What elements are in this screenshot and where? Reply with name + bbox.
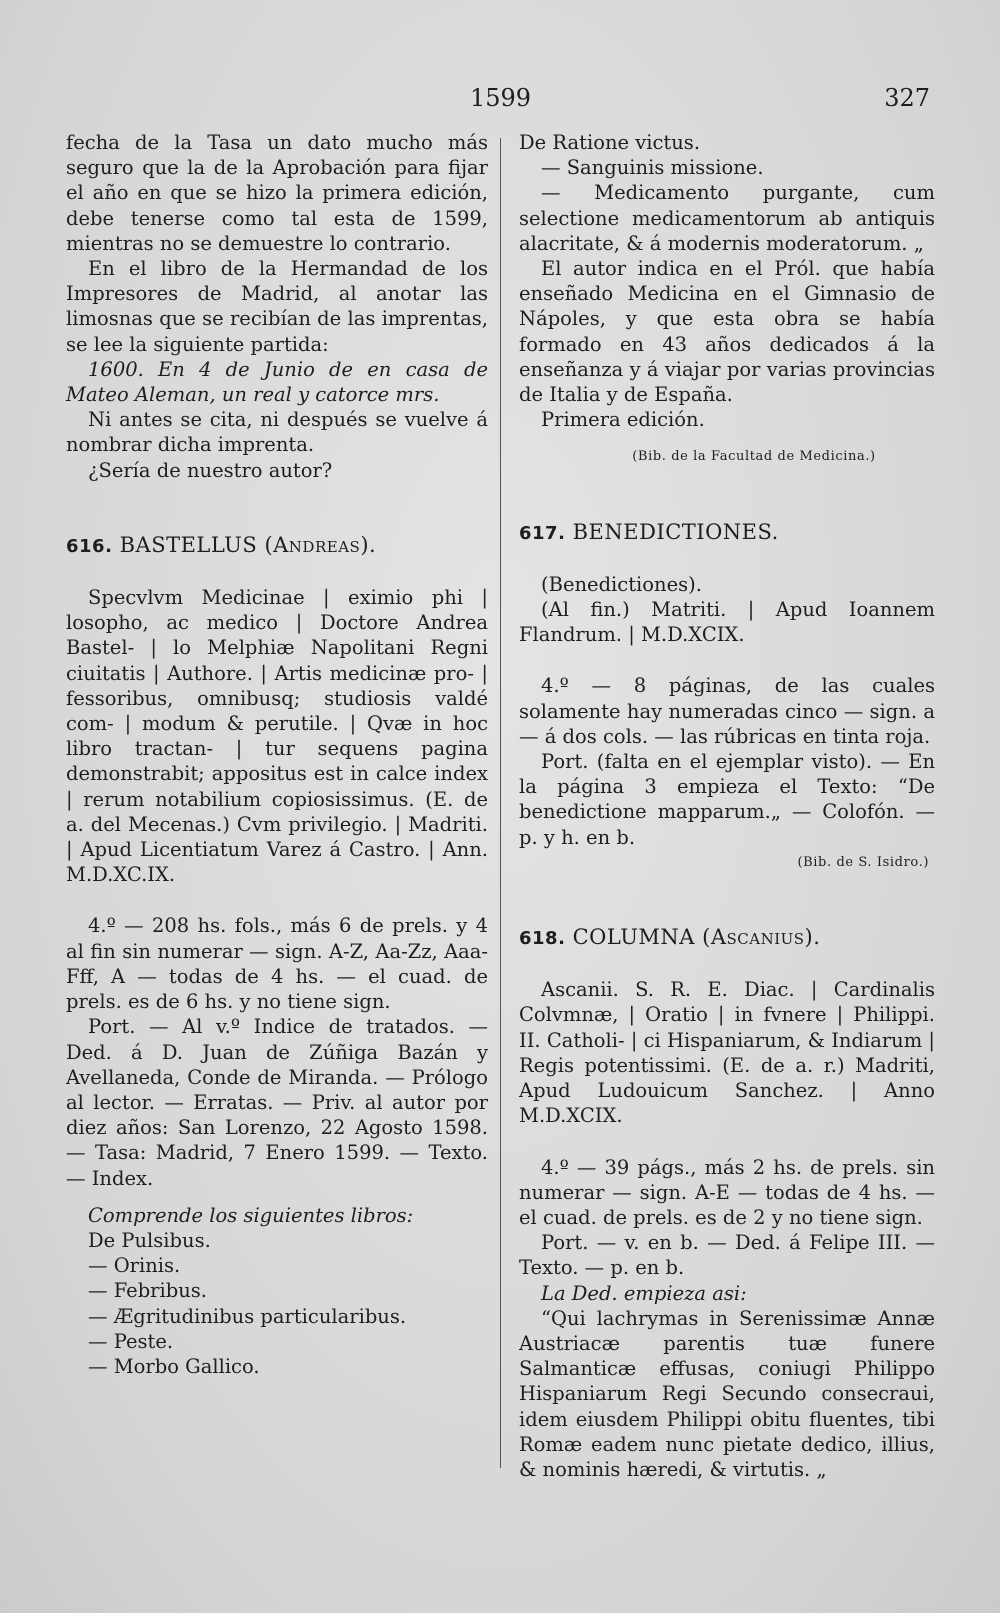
entry-title: (Al fin.) Matriti. | Apud Ioannem Flandrum. | M.D.XCIX. xyxy=(519,598,935,647)
list-item: — Sanguinis missione. xyxy=(541,156,764,180)
entry-heading-name: COLUMNA xyxy=(572,925,695,950)
continuation-paragraph-1: fecha de la Tasa un dato mucho más seguro que la de la Aprobación para fijar el año en que se hizo la primera edición, debe tenerse como tal esta de 1599, mientras no se demuestre lo contrario. xyxy=(66,131,488,255)
entry-description: 4.º — 8 páginas, de las cuales solamente hay numeradas cinco — sign. a — á dos cols. — las rúbricas en tinta roja. xyxy=(519,674,935,748)
books-list-continued xyxy=(519,130,935,180)
record-quote: 1600. En 4 de Junio de en casa de Mateo Aleman, un real y catorce mrs. xyxy=(66,357,488,407)
list-item: De Ratione victus. xyxy=(519,131,701,154)
entry-617 xyxy=(519,520,935,875)
dedication-text: “Qui lachrymas in Serenissimæ Annæ Austriacæ parentis tuæ funere Salmanticæ effusas, coniugi Philippo Hispaniarum Regi Secundo consecraui, idem eiusdem Philippi obitu fluentes, tibi Romæ eadem nunc pietate dedico, illius, & nominis hæredi, & virtutis. „ xyxy=(519,1306,935,1481)
list-item: — Febribus. xyxy=(88,1279,207,1303)
entry-616 xyxy=(66,533,488,1379)
entry-heading xyxy=(66,533,488,559)
list-item: — Ægritudinibus particularibus. xyxy=(88,1304,407,1328)
entry-heading-author: (Ascanius). xyxy=(702,925,821,950)
list-item: — Orinis. xyxy=(88,1254,181,1278)
library-source: (Bib. de S. Isidro.) xyxy=(797,854,929,870)
entry-contents: Port. — Al v.º Indice de tratados. — Ded. á D. Juan de Zúñiga Bazán y Avellaneda, Conde de Miranda. — Prólogo al lector. — Erratas. — Priv. al autor por diez años: San Lorenzo, 22 Agosto 1598. — Tasa: Madrid, 7 Enero 1599. — Texto. — Index. xyxy=(66,1015,488,1190)
entry-heading-name: BASTELLUS xyxy=(119,532,258,557)
entry-heading xyxy=(519,520,935,546)
edition-note: Primera edición. xyxy=(541,408,705,432)
author-note: El autor indica en el Pról. que había enseñado Medicina en el Gimnasio de Nápoles, y que esta obra se había formado en 43 años dedicados á la enseñanza y á viajar por varias provincias de Italia y de España. xyxy=(519,257,935,407)
entry-title: Ascanii. S. R. E. Diac. | Cardinalis Colvmnæ, | Oratio | in fvnere | Philippi. II. Catholi- | ci Hispaniarum, & Indiarum | Regis potentissimi. (E. de a. r.) Madriti, Apud Ludouicum Sanchez. | Anno M.D.XCIX. xyxy=(519,978,935,1128)
entry-description: 4.º — 39 págs., más 2 hs. de prels. sin numerar — sign. A-E — todas de 4 hs. — el cuad. de prels. es de 2 y no tiene sign. xyxy=(519,1155,935,1229)
books-intro: Comprende los siguientes libros: xyxy=(88,1203,414,1227)
list-item: — Morbo Gallico. xyxy=(88,1354,260,1378)
list-item: — Medicamento purgante, cum selectione medicamentorum ab antiquis alacritate, & á modernis moderatorum. „ xyxy=(519,181,935,255)
list-item: De Pulsibus. xyxy=(88,1228,211,1252)
entry-contents: Port. (falta en el ejemplar visto). — En la página 3 empieza el Texto: “De benedictione mapparum.„ — Colofón. — p. y h. en b. xyxy=(519,750,935,849)
entry-heading xyxy=(519,925,935,951)
dedication-intro: La Ded. empieza asi: xyxy=(541,1281,747,1305)
entry-heading-name: BENEDICTIONES. xyxy=(572,519,779,544)
page-number: 327 xyxy=(884,84,930,112)
list-item: — Peste. xyxy=(88,1329,174,1353)
entry-heading-author: (Andreas). xyxy=(264,532,377,557)
entry-number: 617. xyxy=(519,522,566,544)
page-header xyxy=(0,84,1000,118)
right-column xyxy=(519,130,935,1482)
entry-title: Specvlvm Medicinae | eximio phi | losopho, ac medico | Doctore Andrea Bastel- | lo Melphiæ Napolitani Regni ciuitatis | Authore. | Artis medicinæ pro- | fessoribus, omnibusq; studiosis valdé com- | modum & perutile. | Qvæ in hoc libro tractan- | tur sequens pagina demonstrabit; appositus est in calce index | rerum notabilium copiosissimus. (E. de a. del Mecenas.) Cvm privilegio. | Madriti. | Apud Licentiatum Varez á Castro. | Ann. M.D.XC.IX. xyxy=(66,586,488,887)
entry-number: 616. xyxy=(66,535,113,557)
entry-contents: Port. — v. en b. — Ded. á Felipe III. — Texto. — p. en b. xyxy=(519,1231,935,1280)
running-year: 1599 xyxy=(470,84,532,112)
entry-title-line: (Benedictiones). xyxy=(541,572,702,596)
entry-number: 618. xyxy=(519,928,566,950)
library-source: (Bib. de la Facultad de Medicina.) xyxy=(632,449,876,465)
left-column xyxy=(66,130,488,1379)
books-list xyxy=(66,1228,488,1379)
continuation-paragraph-3: Ni antes se cita, ni después se vuelve á nombrar dicha imprenta. xyxy=(66,408,488,457)
continuation-paragraph-2: En el libro de la Hermandad de los Impresores de Madrid, al anotar las limosnas que se recibían de las imprentas, se lee la siguiente partida: xyxy=(66,257,488,356)
entry-description: 4.º — 208 hs. fols., más 6 de prels. y 4 al fin sin numerar — sign. A-Z, Aa-Zz, Aaa-Fff, A — todas de 4 hs. — el cuad. de prels. es de 6 hs. y no tiene sign. xyxy=(66,914,488,1014)
entry-618 xyxy=(519,925,935,1482)
column-divider xyxy=(500,138,501,1468)
continuation-question: ¿Sería de nuestro autor? xyxy=(88,458,333,482)
